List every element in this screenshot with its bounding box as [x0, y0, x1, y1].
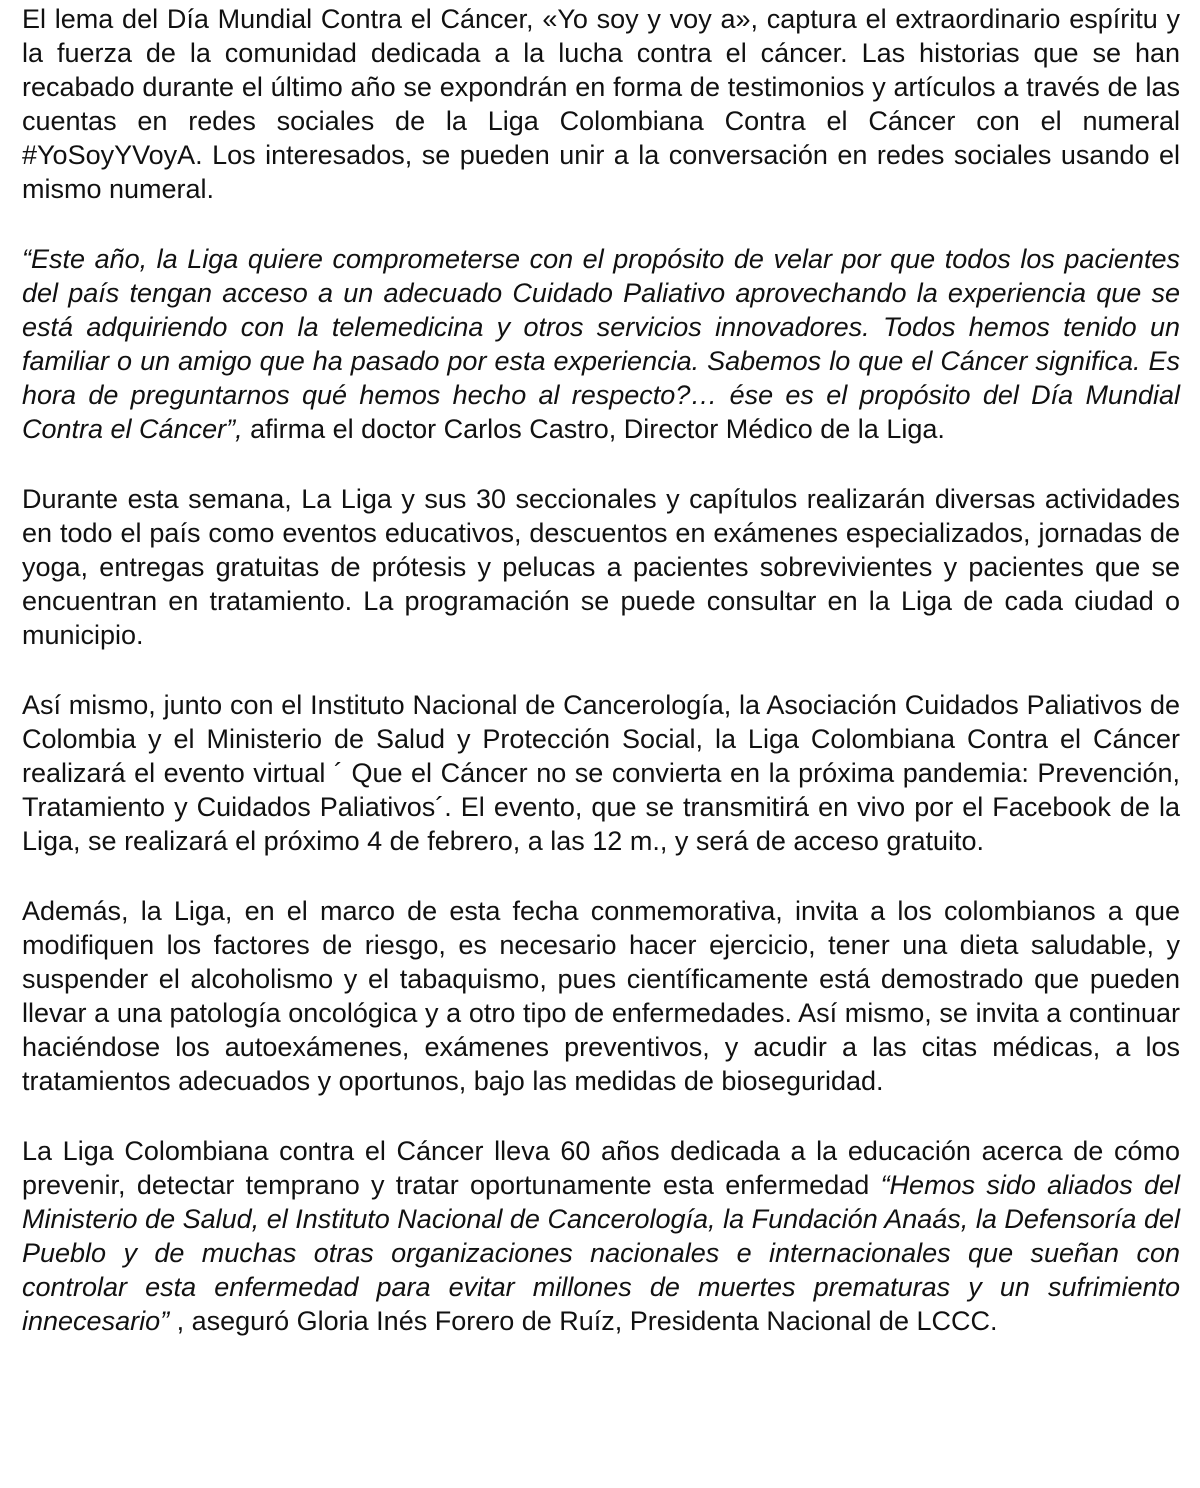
- paragraph-carlos-castro-quote: [22, 242, 1180, 446]
- quote-attribution: , aseguró Gloria Inés Forero de Ruíz, Presidenta Nacional de LCCC.: [169, 1306, 998, 1336]
- quote-attribution: afirma el doctor Carlos Castro, Director Médico de la Liga.: [242, 414, 945, 444]
- quote-text: “Este año, la Liga quiere comprometerse con el propósito de velar por que todos los pacientes del país tengan acceso a un adecuado Cuidado Paliativo aprovechando la experiencia que se está adquiriendo con la telemedicina y otros servicios innovadores. Todos hemos tenido un familiar o un amigo que ha pasado por esta experiencia. Sabemos lo que el Cáncer significa. Es hora de preguntarnos qué hemos hecho al respecto?… ése es el propósito del Día Mundial Contra el Cáncer”,: [22, 244, 1180, 444]
- paragraph-risk-factors: [22, 894, 1180, 1098]
- paragraph-virtual-event: [22, 688, 1180, 858]
- paragraph-liga-60-years: [22, 1134, 1180, 1338]
- paragraph-text: Durante esta semana, La Liga y sus 30 seccionales y capítulos realizarán diversas actividades en todo el país como eventos educativos, descuentos en exámenes especializados, jornadas de yoga, entregas gratuitas de prótesis y pelucas a pacientes sobrevivientes y pacientes que se encuentran en tratamiento. La programación se puede consultar en la Liga de cada ciudad o municipio.: [22, 484, 1180, 650]
- quote-text: “Hemos sido aliados del Ministerio de Salud, el Instituto Nacional de Cancerología, la Fundación Anaás, la Defensoría del Pueblo y de muchas otras organizaciones nacionales e internacionales que sueñan con controlar esta enfermedad para evitar millones de muertes prematuras y un sufrimiento innecesario”: [22, 1170, 1180, 1336]
- paragraph-world-cancer-day-motto: [22, 2, 1180, 206]
- document-page: [22, 2, 1180, 1338]
- paragraph-text: Además, la Liga, en el marco de esta fecha conmemorativa, invita a los colombianos a que modifiquen los factores de riesgo, es necesario hacer ejercicio, tener una dieta saludable, y suspender el alcoholismo y el tabaquismo, pues científicamente está demostrado que pueden llevar a una patología oncológica y a otro tipo de enfermedades. Así mismo, se invita a continuar haciéndose los autoexámenes, exámenes preventivos, y acudir a las citas médicas, a los tratamientos adecuados y oportunos, bajo las medidas de bioseguridad.: [22, 896, 1180, 1096]
- paragraph-week-activities: [22, 482, 1180, 652]
- paragraph-text: El lema del Día Mundial Contra el Cáncer, «Yo soy y voy a», captura el extraordinario espíritu y la fuerza de la comunidad dedicada a la lucha contra el cáncer. Las historias que se han recabado durante el último año se expondrán en forma de testimonios y artículos a través de las cuentas en redes sociales de la Liga Colombiana Contra el Cáncer con el numeral #YoSoyYVoyA. Los interesados, se pueden unir a la conversación en redes sociales usando el mismo numeral.: [22, 4, 1180, 204]
- paragraph-lead-text: La Liga Colombiana contra el Cáncer lleva 60 años dedicada a la educación acerca de cómo prevenir, detectar temprano y tratar oportunamente esta enfermedad: [22, 1136, 1180, 1200]
- paragraph-text: Así mismo, junto con el Instituto Nacional de Cancerología, la Asociación Cuidados Paliativos de Colombia y el Ministerio de Salud y Protección Social, la Liga Colombiana Contra el Cáncer realizará el evento virtual ´ Que el Cáncer no se convierta en la próxima pandemia: Prevención, Tratamiento y Cuidados Paliativos´. El evento, que se transmitirá en vivo por el Facebook de la Liga, se realizará el próximo 4 de febrero, a las 12 m., y será de acceso gratuito.: [22, 690, 1180, 856]
